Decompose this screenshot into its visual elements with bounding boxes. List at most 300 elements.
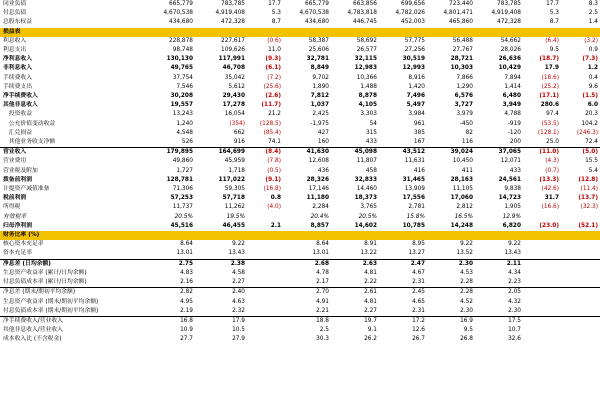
table-cell: 2.40: [195, 288, 247, 298]
table-cell: 26.2: [364, 336, 377, 343]
table-cell: 10.5: [232, 327, 245, 334]
table-cell: 30,208: [170, 93, 193, 100]
table-cell: [247, 213, 283, 222]
table-cell: 14,460: [356, 186, 377, 193]
table-cell: 8,857: [310, 222, 329, 229]
table-cell: 16.9: [427, 316, 475, 326]
table-row: [0, 157, 600, 166]
table-cell: 4.32: [508, 298, 521, 305]
table-cell: 2.16: [180, 279, 193, 286]
table-cell: 46,708: [222, 65, 245, 72]
table-cell: 10,366: [356, 74, 377, 81]
table-cell: 4.34: [508, 269, 521, 276]
table-cell: 19.7: [331, 316, 379, 326]
table-cell: 4,105: [358, 102, 377, 109]
table-cell: 17.9: [195, 316, 247, 326]
table-cell: 117,991: [218, 56, 245, 63]
table-cell: [283, 231, 331, 240]
table-cell: 13.01: [176, 250, 193, 257]
table-cell: 5.3: [549, 10, 559, 17]
table-cell: 3,984: [408, 111, 425, 118]
table-row: [0, 288, 600, 298]
table-cell: 167: [413, 139, 425, 146]
table-cell: [427, 28, 475, 37]
table-cell: 4.91: [316, 298, 329, 305]
table-cell: (13.3): [539, 176, 559, 183]
table-cell: 4,670,538: [163, 10, 193, 17]
table-cell: 2.31: [412, 307, 425, 314]
table-cell: 2.27: [364, 307, 377, 314]
table-cell: 12,608: [308, 158, 329, 165]
table-cell: 57,253: [170, 195, 193, 202]
table-cell: 9.22: [508, 241, 521, 248]
table-cell: [247, 278, 283, 288]
table-row: [0, 249, 600, 259]
table-cell: 961: [413, 120, 425, 127]
table-cell: [247, 326, 283, 335]
table-row: [0, 298, 600, 307]
table-cell: 385: [413, 129, 425, 136]
table-row: [0, 259, 600, 269]
table-cell: 2.5: [319, 327, 329, 334]
table-cell: 30.3: [316, 336, 329, 343]
table-cell: [247, 231, 283, 240]
table-cell: (18.7): [539, 56, 559, 63]
table-cell: 8.91: [364, 241, 377, 248]
table-cell: 45,959: [224, 158, 245, 165]
table-cell: [523, 240, 561, 249]
table-cell: 43,512: [379, 148, 427, 158]
table-cell: 2.63: [331, 259, 379, 269]
table-cell: 28,026: [500, 47, 521, 54]
table-cell: 8.95: [412, 241, 425, 248]
table-cell: -120: [507, 129, 521, 136]
table-cell: 6,576: [454, 93, 473, 100]
table-cell: 411: [461, 167, 473, 174]
table-cell: [331, 231, 379, 240]
table-cell: (85.4): [263, 129, 281, 136]
table-cell: 4,788: [504, 111, 521, 118]
table-cell: (16.6): [541, 204, 559, 211]
table-cell: 2,284: [312, 204, 329, 211]
table-cell: [247, 298, 283, 307]
table-row: [0, 316, 600, 326]
table-row: [0, 326, 600, 335]
table-cell: (16.8): [263, 186, 281, 193]
table-cell: 24,561: [498, 176, 521, 183]
table-cell: 37,754: [172, 74, 193, 81]
table-cell: 14,602: [354, 222, 377, 229]
table-cell: 32,115: [354, 56, 377, 63]
table-cell: 472,328: [221, 19, 245, 26]
table-cell: 11,807: [356, 158, 377, 165]
table-cell: [561, 240, 600, 249]
table-cell: 5.4: [588, 167, 598, 174]
table-cell: 9.22: [460, 241, 473, 248]
table-cell: 723,440: [449, 1, 473, 7]
table-cell: 9,838: [504, 186, 521, 193]
table-cell: [247, 269, 283, 278]
table-cell: [523, 231, 561, 240]
row-label: 营业收入: [0, 148, 145, 158]
table-cell: 32,833: [354, 176, 377, 183]
table-cell: 7,496: [406, 93, 425, 100]
row-label: 付息负债: [3, 10, 27, 17]
table-row: [0, 335, 600, 344]
table-row: [0, 101, 600, 110]
row-label: 总股东权益: [3, 19, 32, 26]
row-label: 税前利润: [3, 195, 27, 202]
table-cell: 16.5%: [454, 213, 473, 220]
table-cell: 12.9%: [502, 213, 521, 220]
table-cell: 10,450: [452, 158, 473, 165]
table-cell: (42.6): [541, 186, 559, 193]
table-cell: [475, 28, 523, 37]
table-cell: 13.43: [228, 250, 245, 257]
table-cell: [561, 326, 600, 335]
table-cell: 2.70: [283, 288, 331, 298]
row-label: 利息收入: [3, 37, 27, 44]
table-cell: (11.0): [523, 148, 561, 158]
table-cell: 10.7: [508, 327, 521, 334]
table-cell: 164,699: [195, 148, 247, 158]
row-label: 营业税及附加: [3, 167, 38, 174]
table-cell: 434,680: [169, 19, 193, 26]
table-cell: (7.3): [582, 56, 598, 63]
table-cell: -1,975: [310, 120, 329, 127]
table-cell: (8.4): [247, 148, 283, 158]
table-cell: [523, 307, 561, 317]
table-cell: 3,765: [360, 204, 377, 211]
table-cell: (128.5): [259, 120, 281, 127]
table-cell: 2,425: [312, 111, 329, 118]
table-cell: 783,785: [497, 1, 521, 7]
table-cell: 1.4: [588, 19, 598, 26]
table-cell: 2.28: [427, 288, 475, 298]
table-cell: (9.3): [265, 56, 281, 63]
row-label: 净手续费收入/营业收入: [0, 316, 145, 326]
table-cell: 1,414: [504, 83, 521, 90]
table-cell: 4,919,408: [491, 10, 521, 17]
table-cell: [427, 231, 475, 240]
table-cell: 20.3: [585, 111, 598, 118]
table-cell: [331, 28, 379, 37]
table-cell: 17.2: [379, 316, 427, 326]
table-cell: [247, 316, 283, 326]
row-label: 净息差 (期末/期初平均余额): [0, 288, 145, 298]
table-cell: (0.6): [267, 37, 281, 44]
table-cell: 2.30: [427, 259, 475, 269]
table-cell: 5,612: [228, 83, 245, 90]
table-cell: 9.5: [463, 327, 473, 334]
table-cell: [523, 28, 561, 37]
table-row: [0, 0, 600, 9]
table-cell: 109,626: [221, 47, 245, 54]
table-cell: 1,718: [228, 167, 245, 174]
table-cell: 2,812: [456, 204, 473, 211]
table-cell: 14,723: [498, 195, 521, 202]
table-row: [0, 83, 600, 92]
table-cell: 665,779: [169, 1, 193, 7]
table-cell: [247, 288, 283, 298]
table-cell: (32.3): [580, 204, 598, 211]
table-cell: (2.6): [265, 93, 281, 100]
row-label: 净利息收入: [3, 56, 32, 63]
table-row: [0, 28, 600, 37]
row-label: 资本充足率: [3, 250, 32, 257]
table-cell: 2.30: [460, 307, 473, 314]
table-cell: 2.5: [588, 10, 598, 17]
table-cell: 4.81: [364, 269, 377, 276]
table-cell: 12.6: [412, 327, 425, 334]
table-cell: [523, 259, 561, 269]
table-cell: 3,303: [360, 111, 377, 118]
table-cell: 160: [317, 139, 329, 146]
table-cell: 21.2: [268, 111, 281, 118]
table-row: [0, 37, 600, 46]
table-cell: 41,630: [283, 148, 331, 158]
table-cell: 663,856: [353, 1, 377, 7]
table-cell: 1,290: [456, 83, 473, 90]
table-cell: 117,022: [218, 176, 245, 183]
table-cell: (12.8): [578, 176, 598, 183]
table-cell: 315: [365, 129, 377, 136]
table-cell: 4.81: [364, 298, 377, 305]
table-cell: 6,820: [502, 222, 521, 229]
row-label: 所得税: [3, 204, 21, 211]
table-cell: [283, 28, 331, 37]
table-cell: 11,105: [452, 186, 473, 193]
table-cell: 200: [509, 139, 521, 146]
table-cell: 4.58: [232, 269, 245, 276]
table-cell: 56,488: [452, 37, 473, 44]
row-label: 生息资产收益率 (期末/期初平均余额): [3, 298, 99, 305]
table-cell: 472,328: [497, 19, 521, 26]
table-cell: 2.82: [145, 288, 195, 298]
row-label: 汇兑损益: [3, 129, 32, 136]
table-cell: 4.63: [232, 298, 245, 305]
table-cell: 280.6: [540, 102, 559, 109]
table-cell: 11,631: [404, 158, 425, 165]
table-cell: 465,860: [449, 19, 473, 26]
table-cell: (128.1): [537, 129, 559, 136]
table-cell: 9.5: [549, 47, 559, 54]
table-cell: 2.19: [180, 307, 193, 314]
table-cell: [523, 335, 561, 344]
table-row: [0, 278, 600, 288]
table-cell: 30,519: [402, 56, 425, 63]
table-cell: [561, 316, 600, 326]
table-cell: 1,420: [408, 83, 425, 90]
table-cell: [195, 28, 247, 37]
table-cell: 2.30: [508, 307, 521, 314]
table-cell: [561, 28, 600, 37]
table-cell: 4,919,408: [215, 10, 245, 17]
row-label: 核心资本充足率: [3, 241, 44, 248]
table-row: [0, 269, 600, 278]
table-cell: 2.68: [283, 259, 331, 269]
table-row: [0, 129, 600, 138]
table-cell: (6.1): [265, 65, 281, 72]
table-cell: 17,146: [308, 186, 329, 193]
table-cell: 58,692: [356, 37, 377, 44]
table-cell: 4.78: [316, 269, 329, 276]
table-cell: 7,546: [176, 83, 193, 90]
table-cell: [523, 326, 561, 335]
table-cell: 7,866: [456, 74, 473, 81]
table-cell: 25,606: [308, 47, 329, 54]
table-cell: 28,163: [450, 176, 473, 183]
table-cell: 2.45: [379, 288, 427, 298]
table-cell: 19.5%: [226, 213, 245, 220]
table-cell: 10,303: [450, 65, 473, 72]
table-cell: 27,767: [452, 47, 473, 54]
table-cell: 13.27: [408, 250, 425, 257]
table-cell: 20.5%: [358, 213, 377, 220]
table-row: [0, 185, 600, 194]
table-cell: 8.64: [180, 241, 193, 248]
table-cell: 8,878: [358, 93, 377, 100]
table-cell: 1.2: [587, 65, 598, 72]
table-cell: 26,577: [356, 47, 377, 54]
table-cell: 28,721: [450, 56, 473, 63]
table-cell: (52.1): [578, 222, 598, 229]
table-cell: (0.5): [267, 167, 281, 174]
table-cell: (17.1): [539, 93, 559, 100]
table-cell: 20.5%: [174, 213, 193, 220]
table-cell: [561, 335, 600, 344]
table-cell: 2.17: [316, 279, 329, 286]
table-row: [0, 176, 600, 185]
table-cell: 13.22: [360, 250, 377, 257]
table-cell: 1,488: [360, 83, 377, 90]
table-cell: [523, 298, 561, 307]
table-cell: 46,455: [222, 222, 245, 229]
table-cell: 32.6: [508, 336, 521, 343]
table-cell: (3.2): [584, 37, 598, 44]
table-cell: 433: [365, 139, 377, 146]
table-row: [0, 64, 600, 73]
table-cell: [247, 240, 283, 249]
table-cell: 32,781: [306, 56, 329, 63]
table-cell: [145, 231, 195, 240]
table-cell: 6.0: [587, 102, 598, 109]
table-cell: 71,306: [172, 186, 193, 193]
table-cell: 2.47: [379, 259, 427, 269]
table-cell: 2.23: [508, 279, 521, 286]
table-cell: 2.28: [460, 279, 473, 286]
table-cell: 12,071: [500, 158, 521, 165]
table-cell: 45,516: [170, 222, 193, 229]
table-row: [0, 148, 600, 158]
table-cell: (53.5): [541, 120, 559, 127]
table-cell: 58,387: [308, 37, 329, 44]
table-cell: [523, 269, 561, 278]
table-cell: 116: [461, 139, 473, 146]
table-cell: 3,949: [502, 102, 521, 109]
row-label: 利息支出: [3, 47, 27, 54]
table-cell: 4.83: [180, 269, 193, 276]
table-cell: 783,785: [221, 1, 245, 7]
table-cell: 4.53: [460, 269, 473, 276]
row-label: 付息负债成本率 (累计/日均余额): [3, 279, 87, 286]
table-cell: (7.8): [267, 158, 281, 165]
table-cell: 1,727: [176, 167, 193, 174]
table-cell: 74.1: [268, 139, 281, 146]
table-cell: 72.4: [585, 139, 598, 146]
table-cell: 29,430: [222, 93, 245, 100]
table-cell: 14,248: [450, 222, 473, 229]
row-label: 归母净利润: [3, 222, 32, 229]
row-label: 有效税率: [3, 213, 27, 220]
table-cell: 12,993: [402, 65, 425, 72]
table-cell: 17,556: [402, 195, 425, 202]
table-cell: [145, 28, 195, 37]
row-label: 其他业务收支净额: [3, 139, 56, 146]
table-cell: 2.21: [316, 307, 329, 314]
table-cell: 2.31: [412, 279, 425, 286]
table-row: [0, 213, 600, 222]
row-label: 损益表: [0, 28, 145, 37]
row-label: 净手续费收入: [3, 93, 38, 100]
table-cell: 16.8: [145, 316, 195, 326]
table-cell: (7.2): [267, 74, 281, 81]
table-cell: [247, 259, 283, 269]
table-cell: 5,497: [406, 102, 425, 109]
table-cell: [379, 28, 427, 37]
table-cell: (25.2): [541, 83, 559, 90]
table-cell: [561, 259, 600, 269]
table-cell: (25.6): [263, 83, 281, 90]
table-cell: 97.4: [546, 111, 559, 118]
table-cell: 10,785: [402, 222, 425, 229]
table-cell: 227,617: [221, 37, 245, 44]
table-cell: 2,781: [408, 204, 425, 211]
table-cell: 1,240: [176, 120, 193, 127]
table-cell: 31,465: [402, 176, 425, 183]
table-cell: 11.0: [268, 47, 281, 54]
table-cell: 3,979: [456, 111, 473, 118]
table-cell: 10,429: [498, 65, 521, 72]
table-cell: 26.8: [460, 336, 473, 343]
table-cell: (4.3): [545, 158, 559, 165]
table-cell: (4.0): [267, 204, 281, 211]
table-cell: 4,801,471: [443, 10, 473, 17]
table-cell: 0.8: [270, 195, 281, 202]
table-cell: 2.75: [145, 259, 195, 269]
table-cell: 104.2: [581, 120, 598, 127]
table-row: [0, 194, 600, 203]
table-cell: 4.52: [460, 298, 473, 305]
table-cell: (9.1): [265, 176, 281, 183]
table-cell: [561, 298, 600, 307]
row-label: 成本收入比 (不含税金): [3, 336, 62, 343]
table-cell: 17,278: [222, 102, 245, 109]
table-cell: (11.7): [261, 102, 281, 109]
table-cell: [561, 288, 600, 298]
table-cell: [561, 213, 600, 222]
table-cell: 12,983: [354, 65, 377, 72]
table-cell: [523, 213, 561, 222]
table-cell: 4,670,538: [299, 10, 329, 17]
table-row: [0, 46, 600, 55]
table-cell: 427: [317, 129, 329, 136]
table-cell: 8.7: [549, 19, 559, 26]
table-cell: 2.05: [475, 288, 523, 298]
table-row: [0, 55, 600, 64]
table-cell: 57,775: [404, 37, 425, 44]
table-cell: 526: [181, 139, 193, 146]
